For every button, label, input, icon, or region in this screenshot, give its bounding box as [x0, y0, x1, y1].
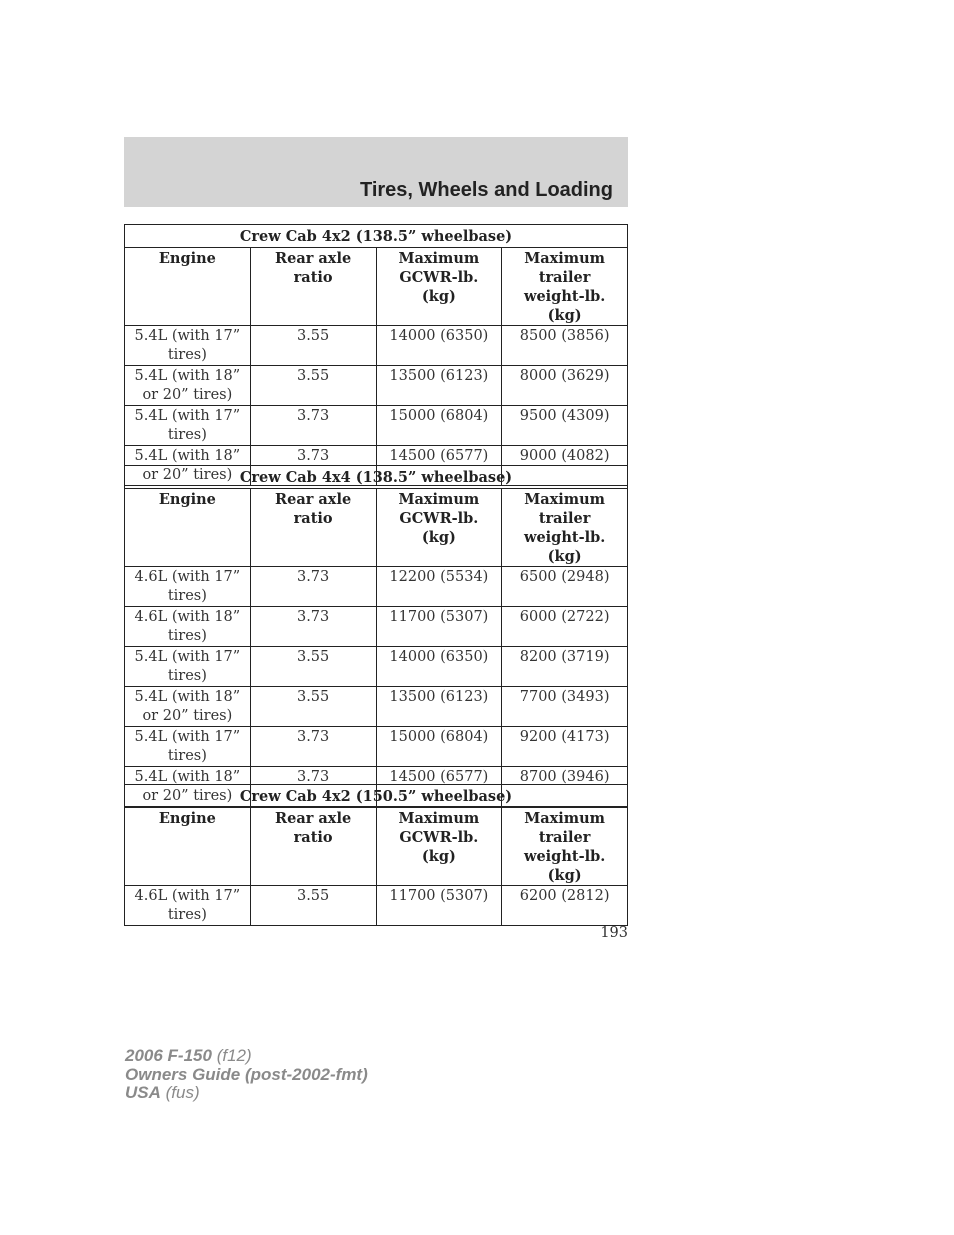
table-row	[125, 647, 628, 687]
table-row	[125, 607, 628, 647]
cell-axle-ratio: 3.73	[250, 767, 376, 807]
table-caption: Crew Cab 4x4 (138.5” wheelbase)	[125, 466, 628, 489]
table-row	[125, 687, 628, 727]
column-header-trailer-weight: Maximum trailer weight-lb. (kg)	[502, 489, 628, 567]
table-caption: Crew Cab 4x2 (138.5” wheelbase)	[125, 225, 628, 248]
table-row	[125, 886, 628, 926]
column-header-gcwr: Maximum GCWR-lb. (kg)	[376, 489, 502, 567]
cell-axle-ratio: 3.73	[250, 727, 376, 767]
cell-engine: 5.4L (with 18” or 20” tires)	[125, 767, 251, 807]
cell-axle-ratio: 3.55	[250, 687, 376, 727]
cell-trailer-weight: 8500 (3856)	[502, 326, 628, 366]
cell-trailer-weight: 8000 (3629)	[502, 366, 628, 406]
footer-line-model	[125, 1047, 368, 1066]
cell-engine: 5.4L (with 17” tires)	[125, 727, 251, 767]
column-header-row	[125, 808, 628, 886]
column-header-axle-ratio: Rear axle ratio	[250, 248, 376, 326]
cell-trailer-weight: 8700 (3946)	[502, 767, 628, 807]
column-header-engine: Engine	[125, 808, 251, 886]
column-header-trailer-weight: Maximum trailer weight-lb. (kg)	[502, 808, 628, 886]
cell-axle-ratio: 3.55	[250, 886, 376, 926]
footer-line-market	[125, 1084, 368, 1103]
document-footer	[125, 1047, 368, 1103]
cell-trailer-weight: 9500 (4309)	[502, 406, 628, 446]
column-header-row	[125, 248, 628, 326]
cell-gcwr: 13500 (6123)	[376, 366, 502, 406]
section-title: Tires, Wheels and Loading	[359, 179, 613, 201]
section-header-band	[124, 137, 628, 207]
column-header-axle-ratio: Rear axle ratio	[250, 489, 376, 567]
cell-axle-ratio: 3.55	[250, 647, 376, 687]
column-header-trailer-weight: Maximum trailer weight-lb. (kg)	[502, 248, 628, 326]
cell-trailer-weight: 6500 (2948)	[502, 567, 628, 607]
table-caption-row	[125, 225, 628, 248]
cell-engine: 5.4L (with 18” or 20” tires)	[125, 366, 251, 406]
cell-gcwr: 11700 (5307)	[376, 886, 502, 926]
column-header-axle-ratio: Rear axle ratio	[250, 808, 376, 886]
table-caption-row	[125, 785, 628, 808]
cell-gcwr: 13500 (6123)	[376, 687, 502, 727]
footer-guide: Owners Guide (post-2002-fmt)	[125, 1064, 368, 1084]
table-row	[125, 366, 628, 406]
cell-trailer-weight: 9000 (4082)	[502, 446, 628, 486]
cell-engine: 4.6L (with 17” tires)	[125, 567, 251, 607]
table-row	[125, 567, 628, 607]
footer-line-guide	[125, 1066, 368, 1085]
cell-trailer-weight: 6200 (2812)	[502, 886, 628, 926]
cell-engine: 4.6L (with 17” tires)	[125, 886, 251, 926]
cell-engine: 5.4L (with 17” tires)	[125, 406, 251, 446]
towing-table-crew-cab-4x4-138	[124, 465, 628, 807]
cell-gcwr: 15000 (6804)	[376, 406, 502, 446]
cell-gcwr: 14500 (6577)	[376, 446, 502, 486]
column-header-engine: Engine	[125, 248, 251, 326]
footer-model: 2006 F-150	[125, 1046, 212, 1065]
cell-axle-ratio: 3.73	[250, 406, 376, 446]
cell-engine: 4.6L (with 18” tires)	[125, 607, 251, 647]
cell-gcwr: 14500 (6577)	[376, 767, 502, 807]
column-header-gcwr: Maximum GCWR-lb. (kg)	[376, 248, 502, 326]
page-number: 193	[600, 925, 628, 941]
cell-gcwr: 14000 (6350)	[376, 647, 502, 687]
cell-trailer-weight: 7700 (3493)	[502, 687, 628, 727]
cell-engine: 5.4L (with 17” tires)	[125, 326, 251, 366]
towing-table-crew-cab-4x2-150	[124, 784, 628, 926]
footer-market-code: (fus)	[165, 1083, 200, 1102]
column-header-engine: Engine	[125, 489, 251, 567]
cell-engine: 5.4L (with 18” or 20” tires)	[125, 687, 251, 727]
footer-market: USA	[125, 1083, 161, 1102]
table-row	[125, 326, 628, 366]
column-header-gcwr: Maximum GCWR-lb. (kg)	[376, 808, 502, 886]
cell-engine: 5.4L (with 18” or 20” tires)	[125, 446, 251, 486]
towing-table-crew-cab-4x2-138	[124, 224, 628, 486]
footer-model-code: (f12)	[216, 1046, 252, 1065]
cell-axle-ratio: 3.73	[250, 446, 376, 486]
cell-trailer-weight: 8200 (3719)	[502, 647, 628, 687]
table-row	[125, 727, 628, 767]
cell-gcwr: 12200 (5534)	[376, 567, 502, 607]
table-caption-row	[125, 466, 628, 489]
cell-gcwr: 14000 (6350)	[376, 326, 502, 366]
table-row	[125, 406, 628, 446]
column-header-row	[125, 489, 628, 567]
cell-axle-ratio: 3.55	[250, 326, 376, 366]
cell-axle-ratio: 3.73	[250, 567, 376, 607]
cell-gcwr: 15000 (6804)	[376, 727, 502, 767]
table-caption: Crew Cab 4x2 (150.5” wheelbase)	[125, 785, 628, 808]
cell-engine: 5.4L (with 17” tires)	[125, 647, 251, 687]
cell-axle-ratio: 3.73	[250, 607, 376, 647]
cell-trailer-weight: 6000 (2722)	[502, 607, 628, 647]
cell-trailer-weight: 9200 (4173)	[502, 727, 628, 767]
cell-axle-ratio: 3.55	[250, 366, 376, 406]
cell-gcwr: 11700 (5307)	[376, 607, 502, 647]
